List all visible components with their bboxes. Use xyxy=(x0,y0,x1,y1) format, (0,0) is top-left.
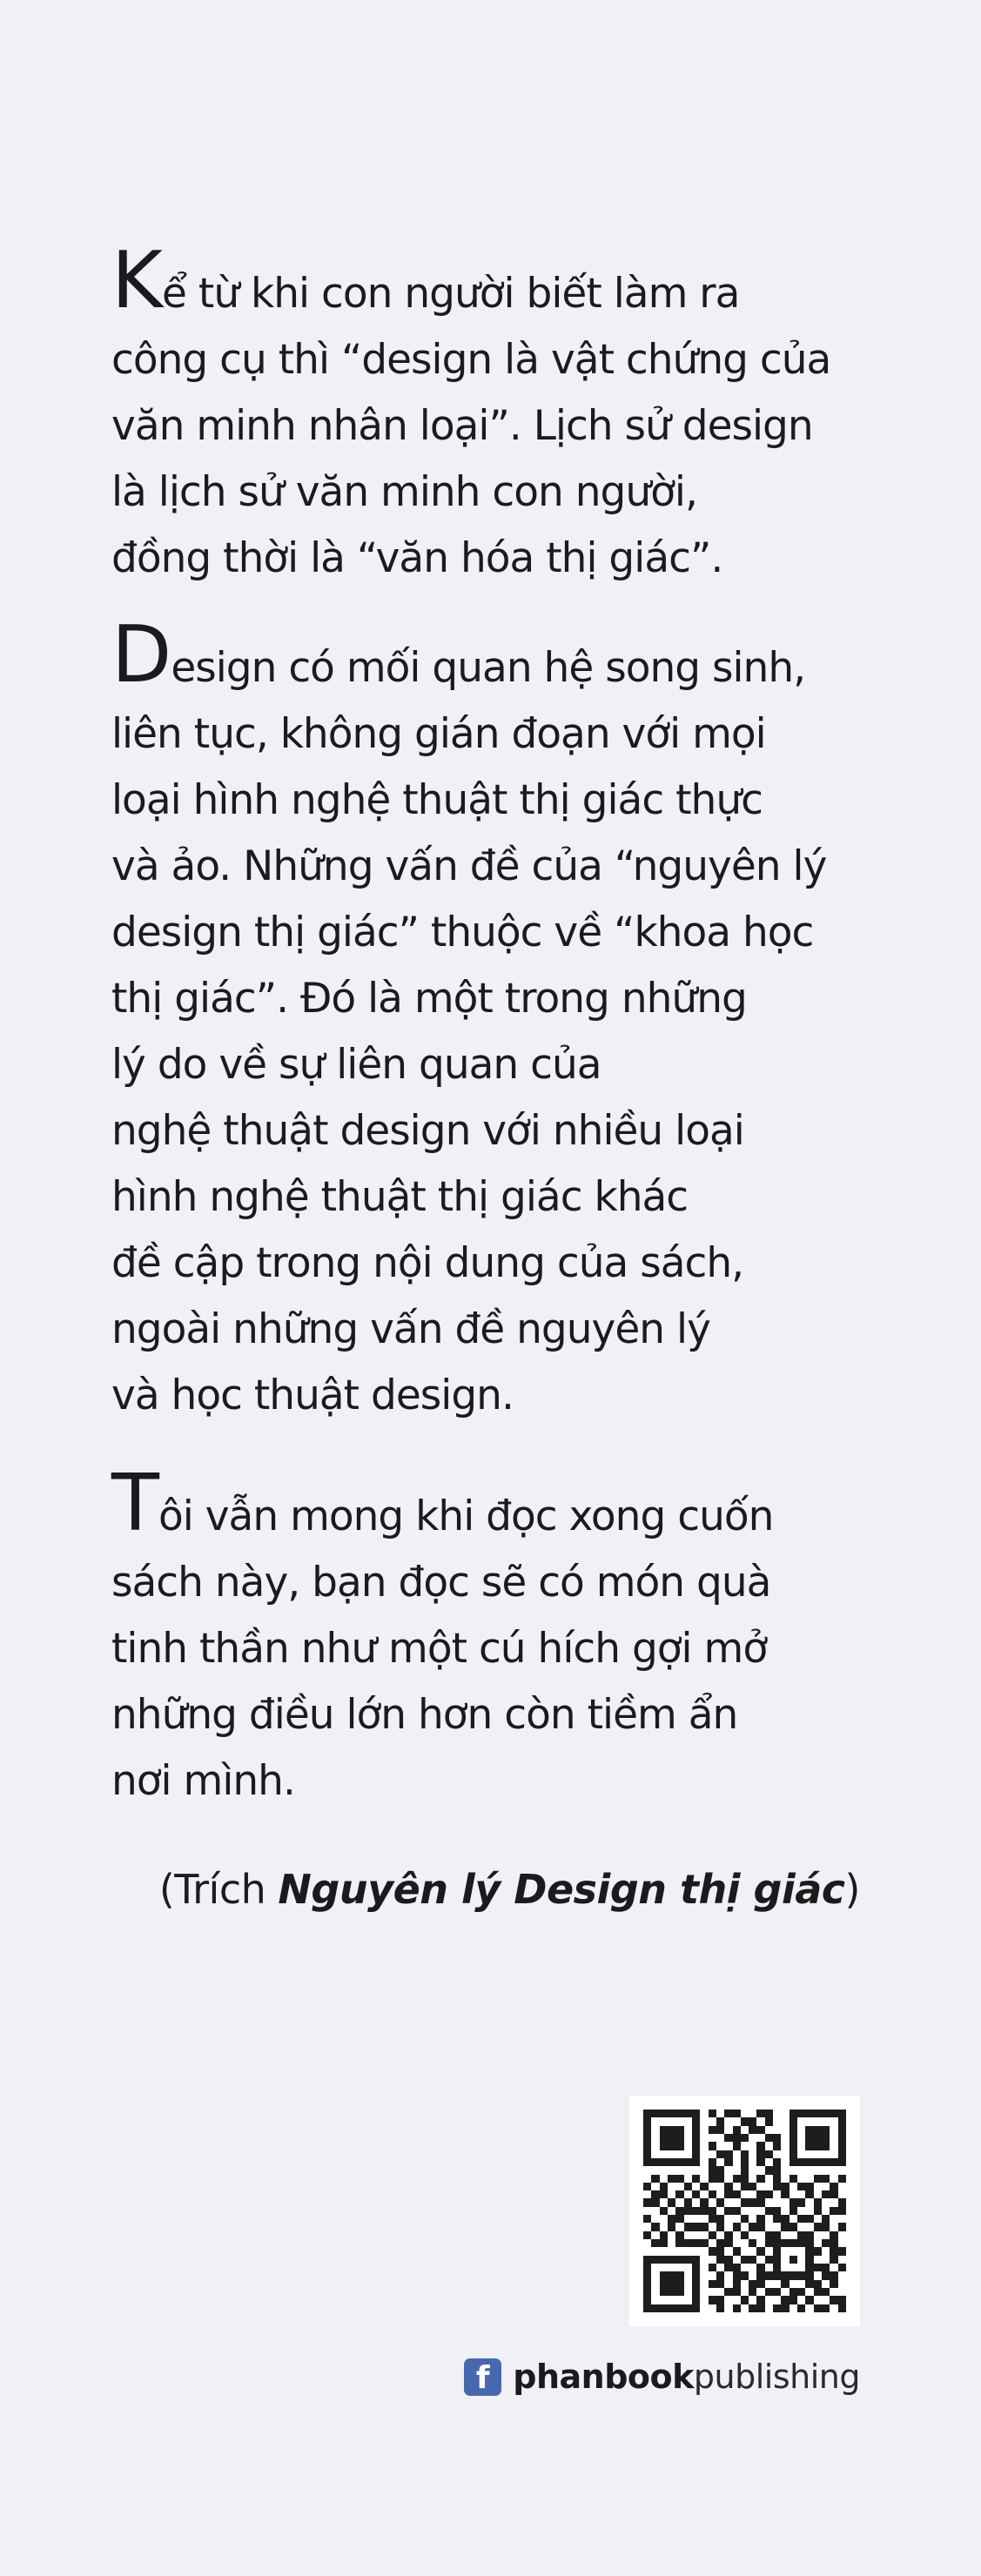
text-line: nghệ thuật design với nhiều loại xyxy=(111,1107,744,1155)
text-line-rest: esign có mối quan hệ song sinh, xyxy=(171,644,806,692)
brand-name-light: publishing xyxy=(693,2358,860,2396)
text-line xyxy=(111,235,860,327)
dropcap-initial: K xyxy=(111,235,163,326)
text-line: những điều lớn hơn còn tiềm ẩn xyxy=(111,1691,738,1739)
qr-code-box xyxy=(629,2096,860,2326)
text-line xyxy=(111,609,860,701)
dropcap-initial: D xyxy=(111,609,171,701)
text-line xyxy=(111,1458,860,1550)
text-line-rest: ôi vẫn mong khi đọc xong cuốn xyxy=(158,1493,774,1540)
brand-name-bold: phanbook xyxy=(513,2358,694,2396)
text-line: văn minh nhân loại”. Lịch sử design xyxy=(111,402,813,450)
text-line: tinh thần như một cú hích gợi mở xyxy=(111,1625,768,1673)
text-line: đồng thời là “văn hóa thị giác”. xyxy=(111,534,723,582)
qr-code xyxy=(643,2110,846,2312)
quote-attribution xyxy=(111,1856,860,1922)
text-line: hình nghệ thuật thị giác khác xyxy=(111,1173,689,1221)
book-title: Nguyên lý Design thị giác xyxy=(278,1866,845,1913)
text-line: liên tục, không gián đoạn với mọi xyxy=(111,710,766,758)
text-line: design thị giác” thuộc về “khoa học xyxy=(111,909,814,956)
text-line: ngoài những vấn đề nguyên lý xyxy=(111,1305,710,1353)
text-line: sách này, bạn đọc sẽ có món quà xyxy=(111,1559,771,1607)
text-line: loại hình nghệ thuật thị giác thực xyxy=(111,776,763,824)
publisher-logo-row xyxy=(111,2358,860,2396)
text-line: đề cập trong nội dung của sách, xyxy=(111,1239,744,1287)
paragraph-3 xyxy=(111,1458,860,1815)
quote-prefix: (Trích xyxy=(158,1866,279,1913)
quote-suffix: ) xyxy=(844,1866,860,1913)
text-line: và học thuật design. xyxy=(111,1372,514,1419)
text-line: và ảo. Những vấn đề của “nguyên lý xyxy=(111,842,827,890)
text-line: thị giác”. Đó là một trong những xyxy=(111,975,747,1023)
paragraph-2 xyxy=(111,609,860,1429)
text-line: công cụ thì “design là vật chứng của xyxy=(111,336,831,384)
text-line-rest: ể từ khi con người biết làm ra xyxy=(162,270,740,318)
publisher-brand xyxy=(513,2358,860,2396)
text-line: là lịch sử văn minh con người, xyxy=(111,468,697,516)
paragraph-1 xyxy=(111,235,860,592)
facebook-icon: f xyxy=(464,2358,501,2396)
text-line: lý do về sự liên quan của xyxy=(111,1041,601,1089)
dropcap-initial: T xyxy=(111,1458,158,1549)
text-column xyxy=(111,235,860,2396)
text-line: nơi mình. xyxy=(111,1757,295,1805)
